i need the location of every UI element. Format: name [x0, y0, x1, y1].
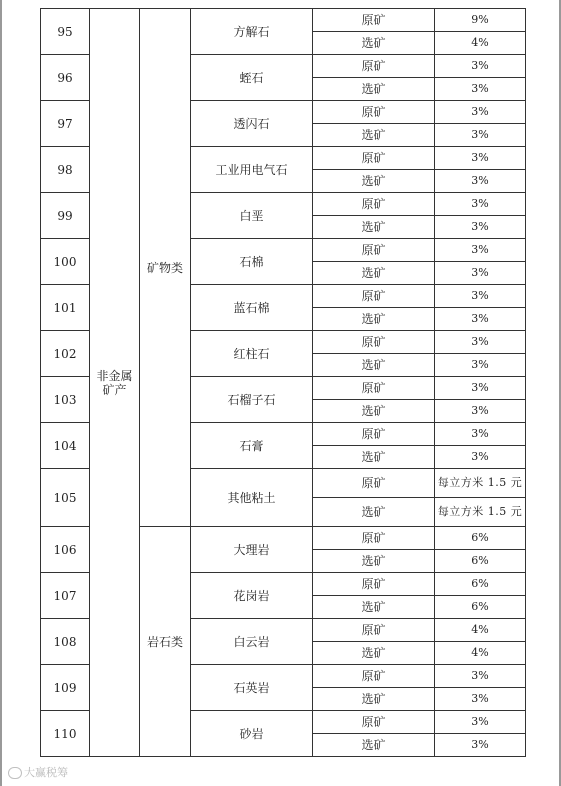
mineral-name: 透闪石 — [191, 101, 313, 147]
row-number: 108 — [41, 619, 90, 665]
mineral-name: 花岗岩 — [191, 573, 313, 619]
mineral-name: 石棉 — [191, 239, 313, 285]
mineral-name: 红柱石 — [191, 331, 313, 377]
mineral-name: 白垩 — [191, 193, 313, 239]
ore-type: 原矿 — [313, 423, 435, 446]
ore-type: 原矿 — [313, 469, 435, 498]
ore-type: 选矿 — [313, 124, 435, 147]
row-number: 102 — [41, 331, 90, 377]
ore-type: 选矿 — [313, 734, 435, 757]
mineral-tax-table — [40, 8, 526, 757]
tax-rate: 每立方米 1.5 元 — [435, 498, 526, 527]
ore-type: 原矿 — [313, 55, 435, 78]
tax-rate: 3% — [435, 400, 526, 423]
tax-rate: 3% — [435, 711, 526, 734]
tax-rate: 3% — [435, 446, 526, 469]
tax-rate: 4% — [435, 642, 526, 665]
tax-rate: 3% — [435, 216, 526, 239]
row-number: 100 — [41, 239, 90, 285]
tax-rate: 4% — [435, 32, 526, 55]
tax-rate: 3% — [435, 101, 526, 124]
ore-type: 选矿 — [313, 170, 435, 193]
mineral-name: 蓝石棉 — [191, 285, 313, 331]
tax-rate: 3% — [435, 331, 526, 354]
ore-type: 原矿 — [313, 193, 435, 216]
ore-type: 选矿 — [313, 78, 435, 101]
row-number: 101 — [41, 285, 90, 331]
ore-type: 选矿 — [313, 596, 435, 619]
mineral-name: 其他粘土 — [191, 469, 313, 527]
tax-rate: 3% — [435, 688, 526, 711]
row-number: 110 — [41, 711, 90, 757]
ore-type: 原矿 — [313, 331, 435, 354]
ore-type: 原矿 — [313, 285, 435, 308]
ore-type: 选矿 — [313, 32, 435, 55]
ore-type: 选矿 — [313, 308, 435, 331]
ore-type: 选矿 — [313, 688, 435, 711]
row-number: 95 — [41, 9, 90, 55]
mineral-name: 工业用电气石 — [191, 147, 313, 193]
tax-rate: 3% — [435, 55, 526, 78]
ore-type: 选矿 — [313, 642, 435, 665]
mineral-name: 石英岩 — [191, 665, 313, 711]
row-number: 98 — [41, 147, 90, 193]
row-number: 96 — [41, 55, 90, 101]
mineral-name: 方解石 — [191, 9, 313, 55]
mineral-name: 蛭石 — [191, 55, 313, 101]
mineral-name: 白云岩 — [191, 619, 313, 665]
ore-type: 原矿 — [313, 619, 435, 642]
row-number: 105 — [41, 469, 90, 527]
mineral-name: 砂岩 — [191, 711, 313, 757]
tax-rate: 3% — [435, 665, 526, 688]
page-border-left — [0, 0, 2, 786]
ore-type: 原矿 — [313, 239, 435, 262]
tax-rate: 3% — [435, 308, 526, 331]
tax-rate: 3% — [435, 78, 526, 101]
category-cell: 非金属 矿产 — [90, 9, 140, 757]
tax-rate: 3% — [435, 354, 526, 377]
ore-type: 选矿 — [313, 550, 435, 573]
tax-rate: 9% — [435, 9, 526, 32]
ore-type: 选矿 — [313, 400, 435, 423]
tax-rate: 3% — [435, 262, 526, 285]
ore-type: 原矿 — [313, 9, 435, 32]
mineral-name: 石榴子石 — [191, 377, 313, 423]
tax-rate: 3% — [435, 124, 526, 147]
row-number: 99 — [41, 193, 90, 239]
row-number: 106 — [41, 527, 90, 573]
mineral-name: 大理岩 — [191, 527, 313, 573]
tax-rate: 6% — [435, 527, 526, 550]
table-row — [41, 9, 526, 32]
ore-type: 原矿 — [313, 573, 435, 596]
mineral-name: 石膏 — [191, 423, 313, 469]
tax-rate: 3% — [435, 147, 526, 170]
ore-type: 原矿 — [313, 527, 435, 550]
ore-type: 选矿 — [313, 354, 435, 377]
ore-type: 原矿 — [313, 665, 435, 688]
tax-rate: 3% — [435, 170, 526, 193]
tax-rate: 3% — [435, 423, 526, 446]
tax-rate: 6% — [435, 573, 526, 596]
ore-type: 原矿 — [313, 147, 435, 170]
watermark — [8, 764, 68, 780]
ore-type: 原矿 — [313, 377, 435, 400]
tax-rate: 4% — [435, 619, 526, 642]
row-number: 103 — [41, 377, 90, 423]
ore-type: 选矿 — [313, 498, 435, 527]
row-number: 104 — [41, 423, 90, 469]
camera-watermark-icon — [8, 767, 22, 779]
row-number: 97 — [41, 101, 90, 147]
tax-rate: 6% — [435, 596, 526, 619]
subcategory-rock: 岩石类 — [140, 527, 191, 757]
ore-type: 选矿 — [313, 216, 435, 239]
row-number: 109 — [41, 665, 90, 711]
tax-rate: 3% — [435, 239, 526, 262]
ore-type: 选矿 — [313, 446, 435, 469]
tax-rate: 每立方米 1.5 元 — [435, 469, 526, 498]
ore-type: 选矿 — [313, 262, 435, 285]
tax-rate: 3% — [435, 734, 526, 757]
subcategory-mineral: 矿物类 — [140, 9, 191, 527]
tax-rate: 6% — [435, 550, 526, 573]
tax-rate: 3% — [435, 285, 526, 308]
ore-type: 原矿 — [313, 711, 435, 734]
watermark-text: 大赢税筹 — [24, 766, 68, 779]
ore-type: 原矿 — [313, 101, 435, 124]
row-number: 107 — [41, 573, 90, 619]
tax-rate: 3% — [435, 377, 526, 400]
tax-rate: 3% — [435, 193, 526, 216]
